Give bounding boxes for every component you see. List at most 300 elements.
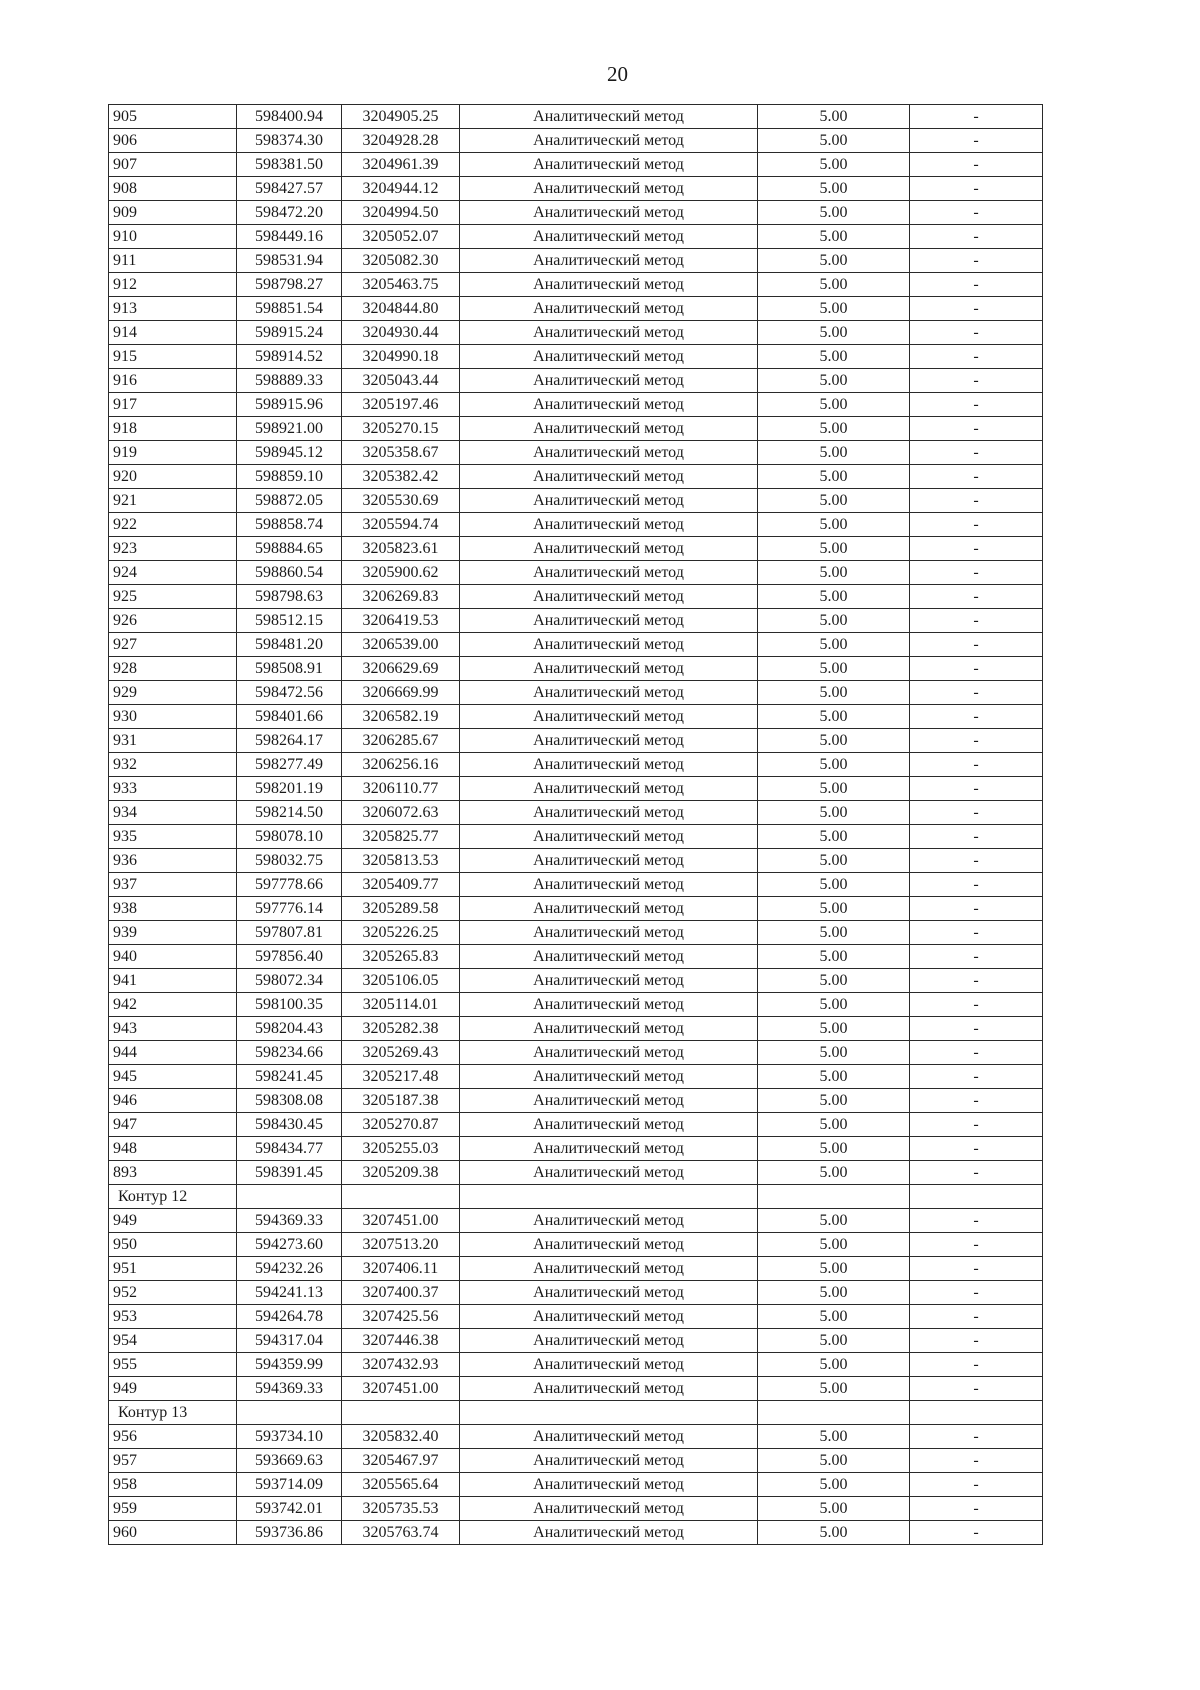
accuracy-cell: 5.00 [758,345,910,369]
accuracy-cell: 5.00 [758,489,910,513]
y-coordinate-cell: 3207451.00 [342,1377,460,1401]
coordinates-table-body [109,105,1043,1545]
point-number-cell: 916 [109,369,237,393]
x-coordinate-cell: 594273.60 [237,1233,342,1257]
point-number-cell: 935 [109,825,237,849]
description-cell: - [910,753,1043,777]
y-coordinate-cell: 3204844.80 [342,297,460,321]
accuracy-cell: 5.00 [758,993,910,1017]
method-cell: Аналитический метод [460,921,758,945]
y-coordinate-cell: 3205382.42 [342,465,460,489]
description-cell: - [910,201,1043,225]
point-number-cell: 957 [109,1449,237,1473]
method-cell: Аналитический метод [460,1065,758,1089]
x-coordinate-cell: 598531.94 [237,249,342,273]
method-cell: Аналитический метод [460,273,758,297]
description-cell: - [910,1137,1043,1161]
y-coordinate-cell: 3207432.93 [342,1353,460,1377]
method-cell: Аналитический метод [460,321,758,345]
point-number-cell: 929 [109,681,237,705]
method-cell: Аналитический метод [460,1017,758,1041]
x-coordinate-cell: 598798.63 [237,585,342,609]
y-coordinate-cell: 3206110.77 [342,777,460,801]
method-cell: Аналитический метод [460,465,758,489]
accuracy-cell: 5.00 [758,393,910,417]
point-number-cell: 920 [109,465,237,489]
point-number-cell: 928 [109,657,237,681]
accuracy-cell: 5.00 [758,801,910,825]
table-row [109,753,1043,777]
description-cell: - [910,1041,1043,1065]
method-cell: Аналитический метод [460,153,758,177]
y-coordinate-cell: 3205106.05 [342,969,460,993]
method-cell: Аналитический метод [460,513,758,537]
x-coordinate-cell: 594232.26 [237,1257,342,1281]
table-row [109,897,1043,921]
y-coordinate-cell: 3205082.30 [342,249,460,273]
x-coordinate-cell: 597807.81 [237,921,342,945]
table-row [109,849,1043,873]
method-cell: Аналитический метод [460,945,758,969]
table-row [109,1161,1043,1185]
table-row [109,441,1043,465]
table-row [109,1353,1043,1377]
x-coordinate-cell: 598214.50 [237,801,342,825]
method-cell: Аналитический метод [460,1521,758,1545]
accuracy-cell: 5.00 [758,945,910,969]
accuracy-cell: 5.00 [758,705,910,729]
description-cell: - [910,1377,1043,1401]
table-row [109,1257,1043,1281]
description-cell: - [910,897,1043,921]
y-coordinate-cell: 3206582.19 [342,705,460,729]
accuracy-cell: 5.00 [758,153,910,177]
table-row [109,681,1043,705]
table-row [109,1089,1043,1113]
method-cell: Аналитический метод [460,705,758,729]
table-row [109,1113,1043,1137]
x-coordinate-cell: 597778.66 [237,873,342,897]
x-coordinate-cell: 594317.04 [237,1329,342,1353]
empty-cell [237,1401,342,1425]
table-row [109,273,1043,297]
description-cell: - [910,177,1043,201]
description-cell: - [910,969,1043,993]
y-coordinate-cell: 3205530.69 [342,489,460,513]
description-cell: - [910,441,1043,465]
point-number-cell: 915 [109,345,237,369]
x-coordinate-cell: 598264.17 [237,729,342,753]
table-row [109,1233,1043,1257]
y-coordinate-cell: 3206629.69 [342,657,460,681]
y-coordinate-cell: 3204905.25 [342,105,460,129]
accuracy-cell: 5.00 [758,513,910,537]
x-coordinate-cell: 598449.16 [237,225,342,249]
contour-header-row [109,1401,1043,1425]
accuracy-cell: 5.00 [758,465,910,489]
y-coordinate-cell: 3205823.61 [342,537,460,561]
description-cell: - [910,633,1043,657]
method-cell: Аналитический метод [460,249,758,273]
table-row [109,1305,1043,1329]
x-coordinate-cell: 598401.66 [237,705,342,729]
x-coordinate-cell: 598100.35 [237,993,342,1017]
description-cell: - [910,1449,1043,1473]
table-row [109,729,1043,753]
method-cell: Аналитический метод [460,393,758,417]
y-coordinate-cell: 3204961.39 [342,153,460,177]
y-coordinate-cell: 3205832.40 [342,1425,460,1449]
y-coordinate-cell: 3205763.74 [342,1521,460,1545]
method-cell: Аналитический метод [460,1041,758,1065]
description-cell: - [910,393,1043,417]
accuracy-cell: 5.00 [758,321,910,345]
description-cell: - [910,417,1043,441]
description-cell: - [910,921,1043,945]
y-coordinate-cell: 3205269.43 [342,1041,460,1065]
contour-label: Контур 13 [109,1401,237,1425]
table-row [109,609,1043,633]
point-number-cell: 941 [109,969,237,993]
method-cell: Аналитический метод [460,201,758,225]
y-coordinate-cell: 3205270.15 [342,417,460,441]
method-cell: Аналитический метод [460,129,758,153]
table-row [109,177,1043,201]
x-coordinate-cell: 594241.13 [237,1281,342,1305]
x-coordinate-cell: 598204.43 [237,1017,342,1041]
method-cell: Аналитический метод [460,1425,758,1449]
description-cell: - [910,609,1043,633]
x-coordinate-cell: 593734.10 [237,1425,342,1449]
method-cell: Аналитический метод [460,1281,758,1305]
table-row [109,201,1043,225]
y-coordinate-cell: 3205209.38 [342,1161,460,1185]
method-cell: Аналитический метод [460,561,758,585]
description-cell: - [910,1257,1043,1281]
method-cell: Аналитический метод [460,225,758,249]
description-cell: - [910,657,1043,681]
x-coordinate-cell: 594264.78 [237,1305,342,1329]
table-row [109,345,1043,369]
table-row [109,969,1043,993]
method-cell: Аналитический метод [460,441,758,465]
point-number-cell: 924 [109,561,237,585]
accuracy-cell: 5.00 [758,921,910,945]
method-cell: Аналитический метод [460,993,758,1017]
description-cell: - [910,537,1043,561]
table-row [109,633,1043,657]
x-coordinate-cell: 598234.66 [237,1041,342,1065]
x-coordinate-cell: 598860.54 [237,561,342,585]
x-coordinate-cell: 593669.63 [237,1449,342,1473]
description-cell: - [910,465,1043,489]
table-row [109,105,1043,129]
y-coordinate-cell: 3205226.25 [342,921,460,945]
description-cell: - [910,1305,1043,1329]
y-coordinate-cell: 3205255.03 [342,1137,460,1161]
y-coordinate-cell: 3205735.53 [342,1497,460,1521]
table-row [109,1209,1043,1233]
point-number-cell: 930 [109,705,237,729]
accuracy-cell: 5.00 [758,177,910,201]
y-coordinate-cell: 3206539.00 [342,633,460,657]
method-cell: Аналитический метод [460,1497,758,1521]
x-coordinate-cell: 598884.65 [237,537,342,561]
y-coordinate-cell: 3205187.38 [342,1089,460,1113]
table-row [109,825,1043,849]
x-coordinate-cell: 598858.74 [237,513,342,537]
method-cell: Аналитический метод [460,177,758,201]
description-cell: - [910,1017,1043,1041]
x-coordinate-cell: 598427.57 [237,177,342,201]
accuracy-cell: 5.00 [758,1473,910,1497]
table-row [109,1329,1043,1353]
accuracy-cell: 5.00 [758,825,910,849]
point-number-cell: 926 [109,609,237,633]
x-coordinate-cell: 598512.15 [237,609,342,633]
y-coordinate-cell: 3206269.83 [342,585,460,609]
point-number-cell: 913 [109,297,237,321]
accuracy-cell: 5.00 [758,105,910,129]
method-cell: Аналитический метод [460,1329,758,1353]
description-cell: - [910,681,1043,705]
empty-cell [910,1401,1043,1425]
method-cell: Аналитический метод [460,1257,758,1281]
accuracy-cell: 5.00 [758,1377,910,1401]
accuracy-cell: 5.00 [758,1497,910,1521]
description-cell: - [910,945,1043,969]
y-coordinate-cell: 3205052.07 [342,225,460,249]
accuracy-cell: 5.00 [758,1353,910,1377]
method-cell: Аналитический метод [460,1137,758,1161]
y-coordinate-cell: 3205282.38 [342,1017,460,1041]
accuracy-cell: 5.00 [758,417,910,441]
point-number-cell: 954 [109,1329,237,1353]
empty-cell [910,1185,1043,1209]
method-cell: Аналитический метод [460,489,758,513]
method-cell: Аналитический метод [460,1449,758,1473]
point-number-cell: 934 [109,801,237,825]
point-number-cell: 936 [109,849,237,873]
table-row [109,1137,1043,1161]
description-cell: - [910,777,1043,801]
method-cell: Аналитический метод [460,681,758,705]
x-coordinate-cell: 598851.54 [237,297,342,321]
x-coordinate-cell: 594359.99 [237,1353,342,1377]
y-coordinate-cell: 3204994.50 [342,201,460,225]
method-cell: Аналитический метод [460,1353,758,1377]
table-row [109,1521,1043,1545]
y-coordinate-cell: 3204930.44 [342,321,460,345]
point-number-cell: 914 [109,321,237,345]
y-coordinate-cell: 3204990.18 [342,345,460,369]
table-row [109,489,1043,513]
x-coordinate-cell: 593714.09 [237,1473,342,1497]
y-coordinate-cell: 3206072.63 [342,801,460,825]
accuracy-cell: 5.00 [758,729,910,753]
x-coordinate-cell: 598945.12 [237,441,342,465]
y-coordinate-cell: 3205594.74 [342,513,460,537]
x-coordinate-cell: 598430.45 [237,1113,342,1137]
x-coordinate-cell: 598472.20 [237,201,342,225]
point-number-cell: 951 [109,1257,237,1281]
method-cell: Аналитический метод [460,633,758,657]
description-cell: - [910,129,1043,153]
description-cell: - [910,993,1043,1017]
table-row [109,1377,1043,1401]
y-coordinate-cell: 3206669.99 [342,681,460,705]
method-cell: Аналитический метод [460,657,758,681]
y-coordinate-cell: 3207425.56 [342,1305,460,1329]
y-coordinate-cell: 3205217.48 [342,1065,460,1089]
point-number-cell: 931 [109,729,237,753]
accuracy-cell: 5.00 [758,201,910,225]
point-number-cell: 960 [109,1521,237,1545]
description-cell: - [910,729,1043,753]
accuracy-cell: 5.00 [758,1041,910,1065]
description-cell: - [910,321,1043,345]
table-row [109,1017,1043,1041]
point-number-cell: 909 [109,201,237,225]
y-coordinate-cell: 3206285.67 [342,729,460,753]
accuracy-cell: 5.00 [758,537,910,561]
table-row [109,297,1043,321]
point-number-cell: 949 [109,1209,237,1233]
y-coordinate-cell: 3205825.77 [342,825,460,849]
description-cell: - [910,1209,1043,1233]
y-coordinate-cell: 3205197.46 [342,393,460,417]
table-row [109,129,1043,153]
point-number-cell: 956 [109,1425,237,1449]
table-row [109,369,1043,393]
x-coordinate-cell: 598481.20 [237,633,342,657]
table-row [109,1497,1043,1521]
point-number-cell: 953 [109,1305,237,1329]
empty-cell [460,1185,758,1209]
point-number-cell: 933 [109,777,237,801]
x-coordinate-cell: 594369.33 [237,1377,342,1401]
point-number-cell: 943 [109,1017,237,1041]
x-coordinate-cell: 598072.34 [237,969,342,993]
y-coordinate-cell: 3205043.44 [342,369,460,393]
table-row [109,705,1043,729]
y-coordinate-cell: 3205289.58 [342,897,460,921]
description-cell: - [910,1329,1043,1353]
description-cell: - [910,1065,1043,1089]
coordinates-table [108,104,1043,1545]
y-coordinate-cell: 3205463.75 [342,273,460,297]
description-cell: - [910,249,1043,273]
x-coordinate-cell: 598872.05 [237,489,342,513]
table-row [109,777,1043,801]
point-number-cell: 950 [109,1233,237,1257]
accuracy-cell: 5.00 [758,753,910,777]
description-cell: - [910,1521,1043,1545]
point-number-cell: 942 [109,993,237,1017]
method-cell: Аналитический метод [460,849,758,873]
method-cell: Аналитический метод [460,825,758,849]
x-coordinate-cell: 598381.50 [237,153,342,177]
accuracy-cell: 5.00 [758,225,910,249]
y-coordinate-cell: 3205565.64 [342,1473,460,1497]
description-cell: - [910,345,1043,369]
table-row [109,1449,1043,1473]
x-coordinate-cell: 597856.40 [237,945,342,969]
point-number-cell: 922 [109,513,237,537]
description-cell: - [910,273,1043,297]
table-row [109,393,1043,417]
y-coordinate-cell: 3207406.11 [342,1257,460,1281]
empty-cell [342,1401,460,1425]
method-cell: Аналитический метод [460,609,758,633]
table-row [109,657,1043,681]
point-number-cell: 917 [109,393,237,417]
y-coordinate-cell: 3205409.77 [342,873,460,897]
table-row [109,945,1043,969]
empty-cell [342,1185,460,1209]
x-coordinate-cell: 598859.10 [237,465,342,489]
table-row [109,513,1043,537]
accuracy-cell: 5.00 [758,969,910,993]
accuracy-cell: 5.00 [758,633,910,657]
description-cell: - [910,153,1043,177]
description-cell: - [910,1161,1043,1185]
accuracy-cell: 5.00 [758,1065,910,1089]
description-cell: - [910,1425,1043,1449]
description-cell: - [910,1353,1043,1377]
description-cell: - [910,1497,1043,1521]
accuracy-cell: 5.00 [758,849,910,873]
method-cell: Аналитический метод [460,1233,758,1257]
table-row [109,153,1043,177]
table-row [109,537,1043,561]
accuracy-cell: 5.00 [758,1233,910,1257]
method-cell: Аналитический метод [460,873,758,897]
point-number-cell: 910 [109,225,237,249]
accuracy-cell: 5.00 [758,1017,910,1041]
method-cell: Аналитический метод [460,1473,758,1497]
point-number-cell: 921 [109,489,237,513]
table-row [109,1425,1043,1449]
table-row [109,561,1043,585]
y-coordinate-cell: 3204944.12 [342,177,460,201]
table-row [109,801,1043,825]
point-number-cell: 918 [109,417,237,441]
description-cell: - [910,561,1043,585]
point-number-cell: 955 [109,1353,237,1377]
accuracy-cell: 5.00 [758,657,910,681]
table-row [109,921,1043,945]
empty-cell [460,1401,758,1425]
table-row [109,1041,1043,1065]
point-number-cell: 927 [109,633,237,657]
page-number: 20 [607,62,628,86]
accuracy-cell: 5.00 [758,1329,910,1353]
method-cell: Аналитический метод [460,585,758,609]
accuracy-cell: 5.00 [758,1281,910,1305]
accuracy-cell: 5.00 [758,609,910,633]
point-number-cell: 945 [109,1065,237,1089]
point-number-cell: 944 [109,1041,237,1065]
point-number-cell: 939 [109,921,237,945]
method-cell: Аналитический метод [460,1305,758,1329]
y-coordinate-cell: 3205813.53 [342,849,460,873]
accuracy-cell: 5.00 [758,129,910,153]
x-coordinate-cell: 597776.14 [237,897,342,921]
method-cell: Аналитический метод [460,969,758,993]
table-row [109,1473,1043,1497]
table-row [109,465,1043,489]
